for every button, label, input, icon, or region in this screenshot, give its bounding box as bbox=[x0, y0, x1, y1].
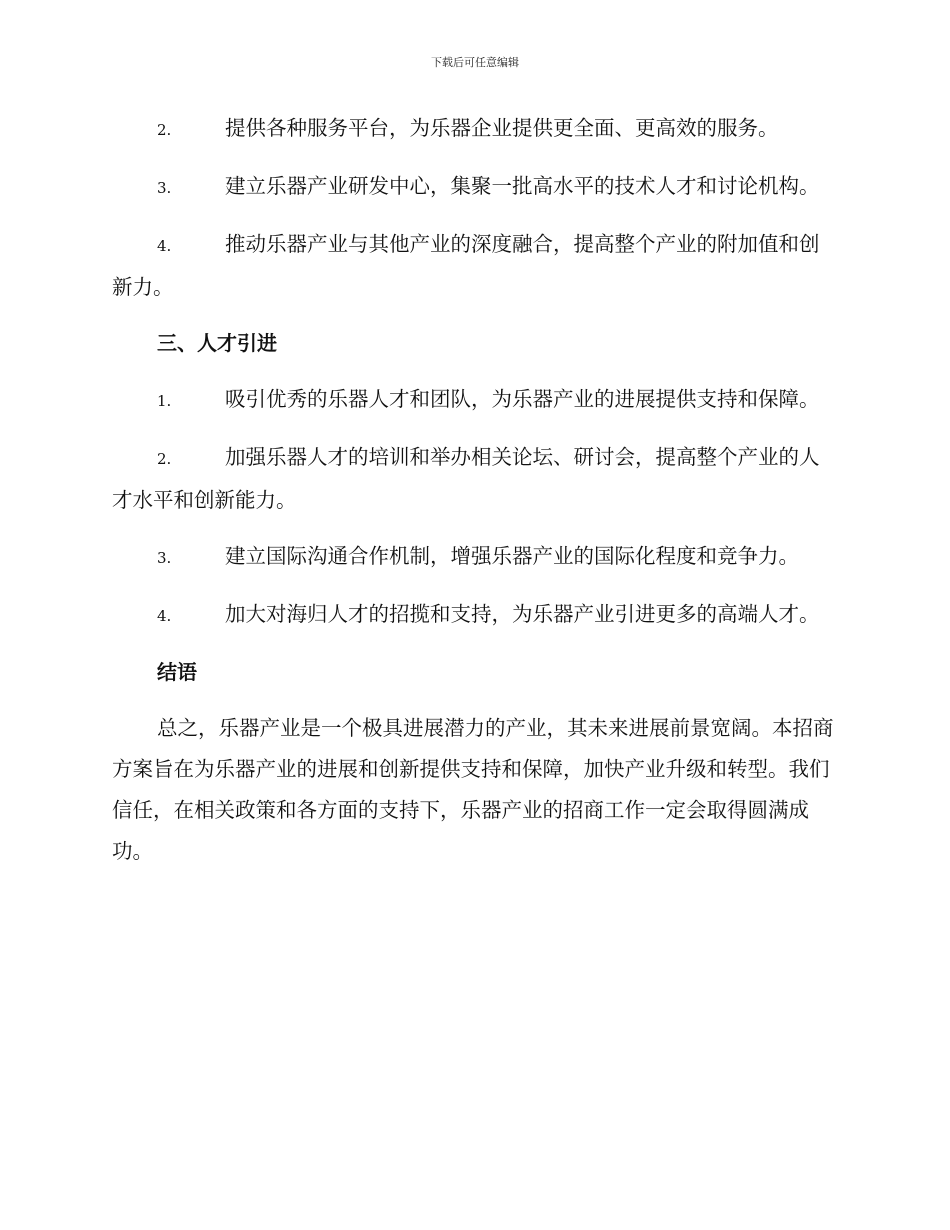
list-item-text: 推动乐器产业与其他产业的深度融合，提高整个产业的附加值和创新力。 bbox=[112, 232, 820, 299]
list-item-text: 吸引优秀的乐器人才和团队，为乐器产业的进展提供支持和保障。 bbox=[225, 387, 820, 411]
list-item-text: 加强乐器人才的培训和举办相关论坛、研讨会，提高整个产业的人才水平和创新能力。 bbox=[112, 445, 820, 512]
document-body bbox=[112, 108, 838, 872]
conclusion-paragraph: 总之，乐器产业是一个极具进展潜力的产业，其未来进展前景宽阔。本招商方案旨在为乐器产业的进展和创新提供支持和保障，加快产业升级和转型。我们信任，在相关政策和各方面的支持下，乐器产业的招商工作一定会取得圆满成功。 bbox=[112, 716, 834, 863]
list-item-number: 2. bbox=[157, 450, 172, 468]
list-item-text: 建立乐器产业研发中心，集聚一批高水平的技术人才和讨论机构。 bbox=[225, 174, 820, 198]
list-item bbox=[112, 594, 838, 637]
list-item bbox=[112, 166, 838, 209]
list-item bbox=[112, 536, 838, 579]
page-header: 下载后可任意编辑 bbox=[431, 56, 519, 69]
list-item-text: 提供各种服务平台，为乐器企业提供更全面、更高效的服务。 bbox=[225, 116, 779, 140]
list-item-number: 3. bbox=[157, 179, 172, 197]
section-heading: 结语 bbox=[157, 660, 197, 684]
list-item-number: 4. bbox=[157, 237, 172, 255]
list-item-text: 建立国际沟通合作机制，增强乐器产业的国际化程度和竞争力。 bbox=[225, 544, 799, 568]
list-item-number: 3. bbox=[157, 549, 172, 567]
list-item-text: 加大对海归人才的招揽和支持，为乐器产业引进更多的高端人才。 bbox=[225, 602, 820, 626]
list-item bbox=[112, 224, 838, 308]
list-item-number: 1. bbox=[157, 392, 172, 410]
list-item bbox=[112, 108, 838, 151]
list-item bbox=[112, 437, 838, 521]
list-item-number: 4. bbox=[157, 607, 172, 625]
list-item bbox=[112, 379, 838, 422]
section-heading: 三、人才引进 bbox=[157, 331, 277, 355]
list-item-number: 2. bbox=[157, 121, 172, 139]
